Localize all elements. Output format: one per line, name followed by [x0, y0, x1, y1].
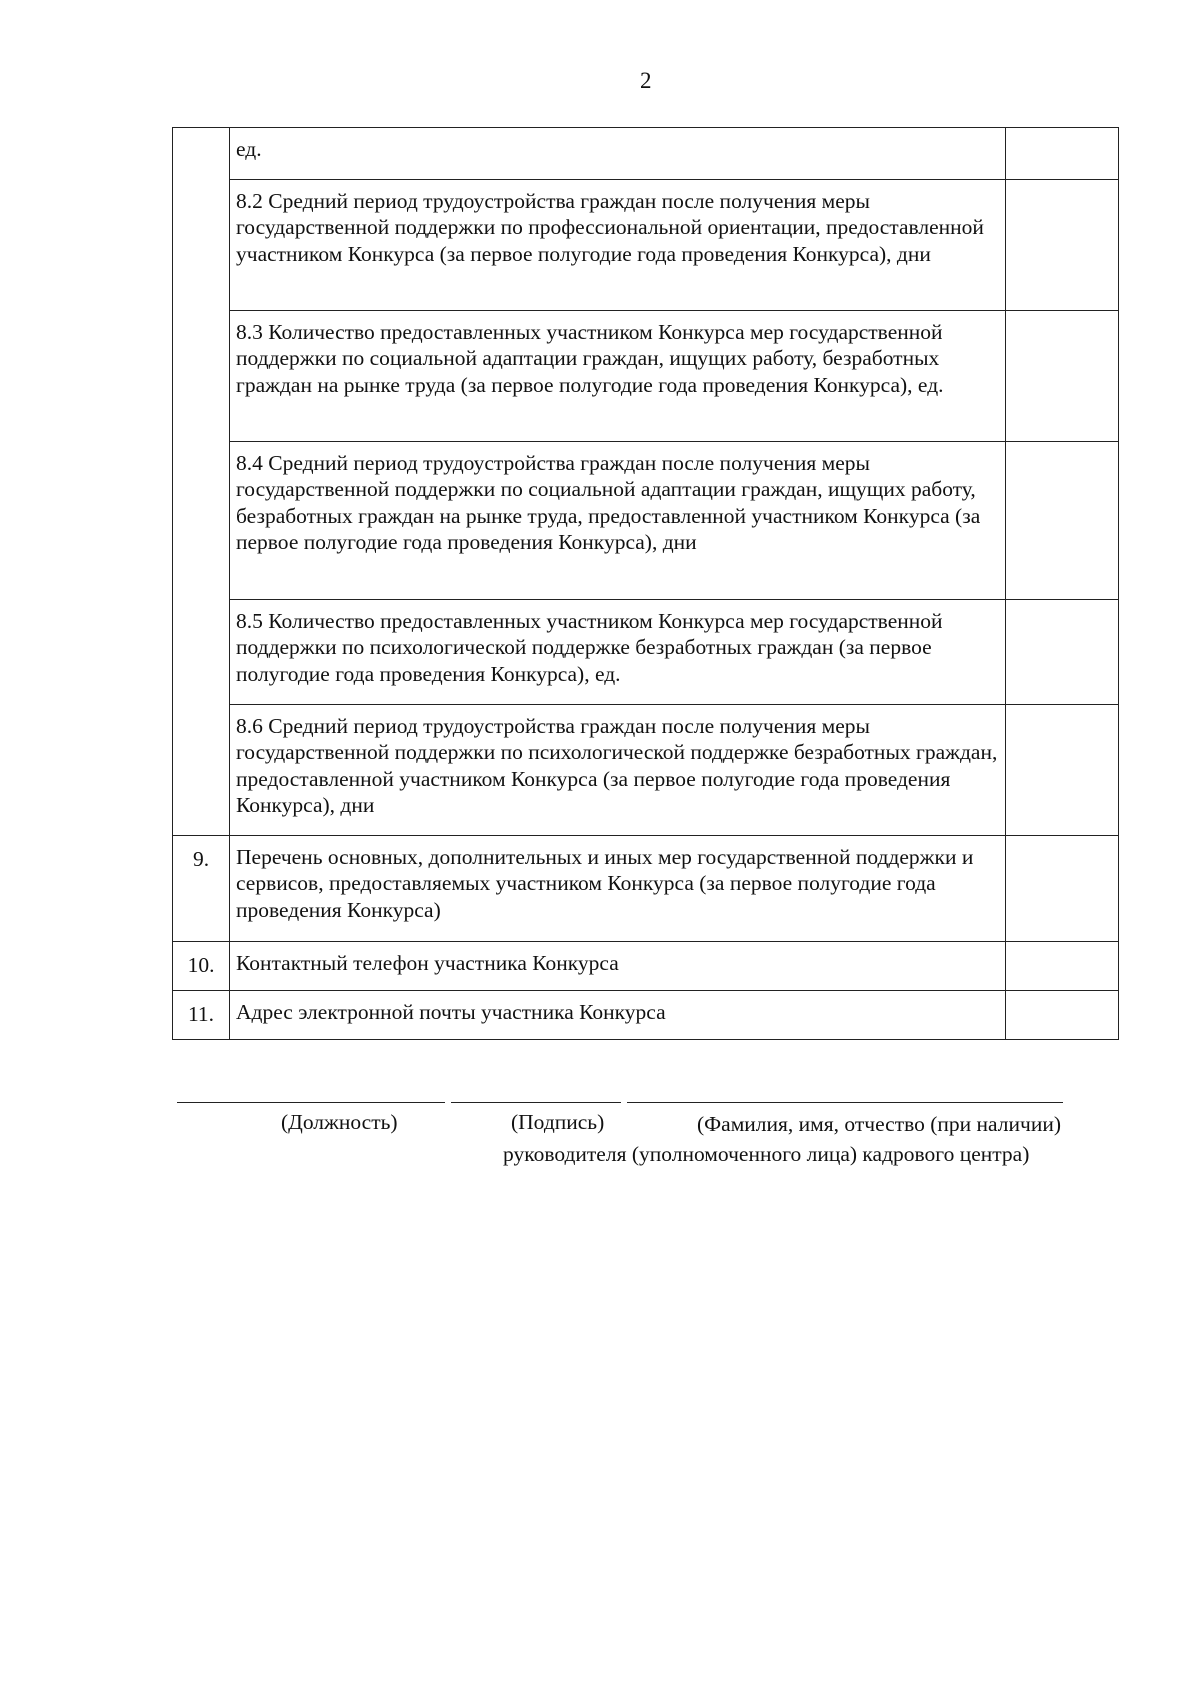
row-number-cell: 10. — [173, 942, 230, 991]
value-cell — [1006, 442, 1119, 600]
row-number-cell — [173, 311, 230, 442]
table-row — [173, 942, 1119, 991]
value-cell — [1006, 600, 1119, 705]
indicator-text-cell: 8.2 Средний период трудоустройства граждан после получения меры государственной поддержки по профессиональной ориентации, предоставленной участником Конкурса (за первое полугодие года проведения Конкурса), дни — [230, 180, 1006, 311]
value-cell — [1006, 991, 1119, 1040]
value-cell — [1006, 836, 1119, 942]
row-number-cell: 11. — [173, 991, 230, 1040]
indicator-text-cell: 8.6 Средний период трудоустройства граждан после получения меры государственной поддержки по психологической поддержке безработных граждан, предоставленной участником Конкурса (за первое полугодие года проведения Конкурса), дни — [230, 705, 1006, 836]
table-row — [173, 128, 1119, 180]
value-cell — [1006, 942, 1119, 991]
indicator-text-cell: Перечень основных, дополнительных и иных мер государственной поддержки и сервисов, предоставляемых участником Конкурса (за первое полугодие года проведения Конкурса) — [230, 836, 1006, 942]
value-cell — [1006, 128, 1119, 180]
name-label: (Фамилия, имя, отчество (при наличии) — [697, 1112, 1061, 1136]
table-row — [173, 991, 1119, 1040]
indicator-text-cell: 8.3 Количество предоставленных участником Конкурса мер государственной поддержки по социальной адаптации граждан, ищущих работу, безработных граждан на рынке труда (за первое полугодие года проведения Конкурса), ед. — [230, 311, 1006, 442]
value-cell — [1006, 311, 1119, 442]
value-cell — [1006, 180, 1119, 311]
table-row — [173, 705, 1119, 836]
indicator-text-cell: 8.4 Средний период трудоустройства граждан после получения меры государственной поддержки по социальной адаптации граждан, ищущих работу, безработных граждан на рынке труда, предоставленной участником Конкурса (за первое полугодие года проведения Конкурса), дни — [230, 442, 1006, 600]
indicator-text-cell: Адрес электронной почты участника Конкурса — [230, 991, 1006, 1040]
row-number-cell — [173, 442, 230, 600]
position-label: (Должность) — [281, 1110, 398, 1134]
table-row — [173, 442, 1119, 600]
signature-line — [451, 1102, 621, 1103]
table-row — [173, 600, 1119, 705]
row-number-cell — [173, 705, 230, 836]
row-number-cell: 9. — [173, 836, 230, 942]
indicators-table — [172, 127, 1119, 1040]
row-number-cell — [173, 128, 230, 180]
indicator-text-cell: Контактный телефон участника Конкурса — [230, 942, 1006, 991]
name-label-line2: руководителя (уполномоченного лица) кадрового центра) — [503, 1142, 1030, 1166]
row-number-cell — [173, 600, 230, 705]
signature-label: (Подпись) — [511, 1110, 605, 1134]
position-line — [177, 1102, 445, 1103]
page-number: 2 — [640, 68, 652, 93]
indicator-text-cell: ед. — [230, 128, 1006, 180]
signature-block — [177, 1102, 1085, 1182]
table-row — [173, 311, 1119, 442]
indicator-text-cell: 8.5 Количество предоставленных участником Конкурса мер государственной поддержки по психологической поддержке безработных граждан (за первое полугодие года проведения Конкурса), ед. — [230, 600, 1006, 705]
value-cell — [1006, 705, 1119, 836]
row-number-cell — [173, 180, 230, 311]
name-line — [627, 1102, 1063, 1103]
table-row — [173, 836, 1119, 942]
table-row — [173, 180, 1119, 311]
